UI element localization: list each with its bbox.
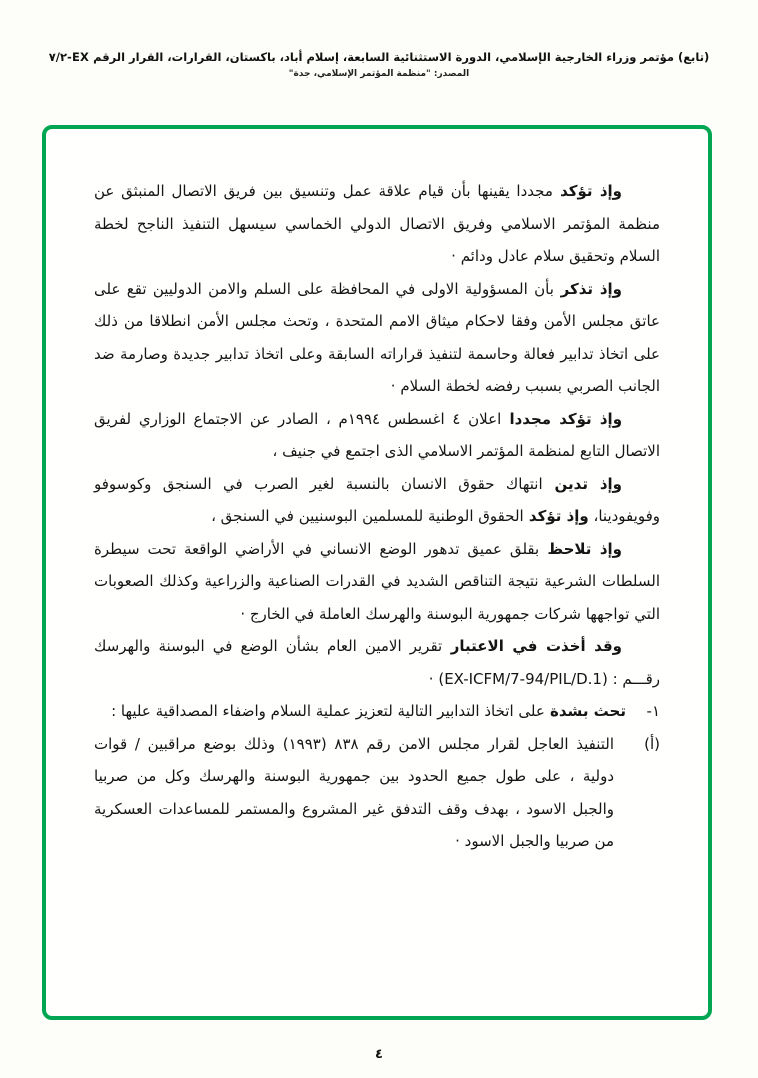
paragraph <box>94 273 660 403</box>
bold-text-run: وإذ تدين <box>542 474 622 493</box>
text-run: على اتخاذ التدابير التالية لتعزيز عملية السلام واضفاء المصداقية عليها : <box>111 702 545 720</box>
paragraph <box>94 630 660 695</box>
text-run: مجددا يقينها بأن قيام علاقة عمل وتنسيق بين فريق الاتصال المنبثق عن منظمة المؤتمر الاسلامي وفريق الاتصال الدولي الخماسي سيسهل التنفيذ الناجح لخطة السلام وتحقيق سلام عادل ودائم · <box>94 182 660 265</box>
document-body <box>46 129 708 858</box>
text-run: تقرير الامين العام بشأن الوضع في البوسنة والهرسك رقـــم : ‎(EX-ICFM/7-94/PIL/D.1)‎ · <box>94 637 660 688</box>
green-border-box <box>42 125 712 1020</box>
bold-text-run: وإذ تؤكد مجددا <box>501 409 623 428</box>
text-run: الحقوق الوطنية للمسلمين البوسنيين في السنجق ، <box>211 507 524 525</box>
numbered-list-item <box>94 695 660 728</box>
page-number: ٤ <box>375 1047 383 1062</box>
bold-text-run: وإذ تذكر <box>553 279 622 298</box>
paragraph <box>94 403 660 468</box>
paragraph <box>94 533 660 631</box>
lettered-list-item <box>94 728 660 858</box>
item-text <box>94 728 614 858</box>
document-header <box>0 50 758 79</box>
item-number-marker: ١- <box>646 702 660 720</box>
page-footer <box>0 1043 758 1062</box>
bold-text-run: وإذ تلاحظ <box>539 539 622 558</box>
text-run: انتهاك حقوق الانسان بالنسبة لغير الصرب في السنجق وكوسوفو وفويفودينا، <box>94 474 660 525</box>
header-title: (تابع) مؤتمر وزراء الخارجية الإسلامي، الدورة الاستثنائية السابعة، إسلام أباد، باكستان، القرارات، القرار الرقم ‎EX-٧/٢‎ <box>48 50 710 64</box>
bold-text-run: وإذ تؤكد <box>552 182 622 200</box>
item-letter-marker: (أ) <box>644 734 660 753</box>
bold-text-run: وإذ تؤكد <box>523 507 589 525</box>
bold-text-run: تحث بشدة <box>544 702 626 720</box>
paragraph <box>94 175 660 273</box>
paragraph <box>94 468 660 533</box>
text-run: التنفيذ العاجل لقرار مجلس الامن رقم ٨٣٨ (١٩٩٣) وذلك بوضع مراقبين / قوات دولية ، على طول جميع الحدود بين جمهورية البوسنة والهرسك وكل من صربيا والجبل الاسود ، بهدف وقف التدفق غير المشروع والمستمر للمساعدات العسكرية من صربيا والجبل الاسود · <box>94 734 615 850</box>
text-run: بقلق عميق تدهور الوضع الانساني في الأراضي الواقعة تحت سيطرة السلطات الشرعية نتيجة التناقص الشديد في القدرات الصناعية والزراعية وكذلك الصعوبات التي تواجهها شركات جمهورية البوسنة والهرسك العاملة في الخارج · <box>94 539 660 623</box>
header-source-line: المصدر: "منظمة المؤتمر الإسلامي، جدة" <box>288 69 470 79</box>
text-run: بأن المسؤولية الاولى في المحافظة على السلم والامن الدوليين تقع على عاتق مجلس الأمن وفقا لاحكام ميثاق الامم المتحدة ، وتحث مجلس الأمن انطلاقا من ذلك على اتخاذ تدابير فعالة وحاسمة لتنفيذ قراراته السابقة وعلى اتخاذ تدابير جديدة وصارمة ضد الجانب الصربي بسبب رفضه لخطة السلام · <box>94 279 660 395</box>
bold-text-run: وقد أخذت في الاعتبار <box>442 637 622 655</box>
text-run: اعلان ٤ اغسطس ١٩٩٤م ، الصادر عن الاجتماع الوزاري لفريق الاتصال التابع لمنظمة المؤتمر الاسلامي الذى اجتمع في جنيف ، <box>94 409 660 460</box>
